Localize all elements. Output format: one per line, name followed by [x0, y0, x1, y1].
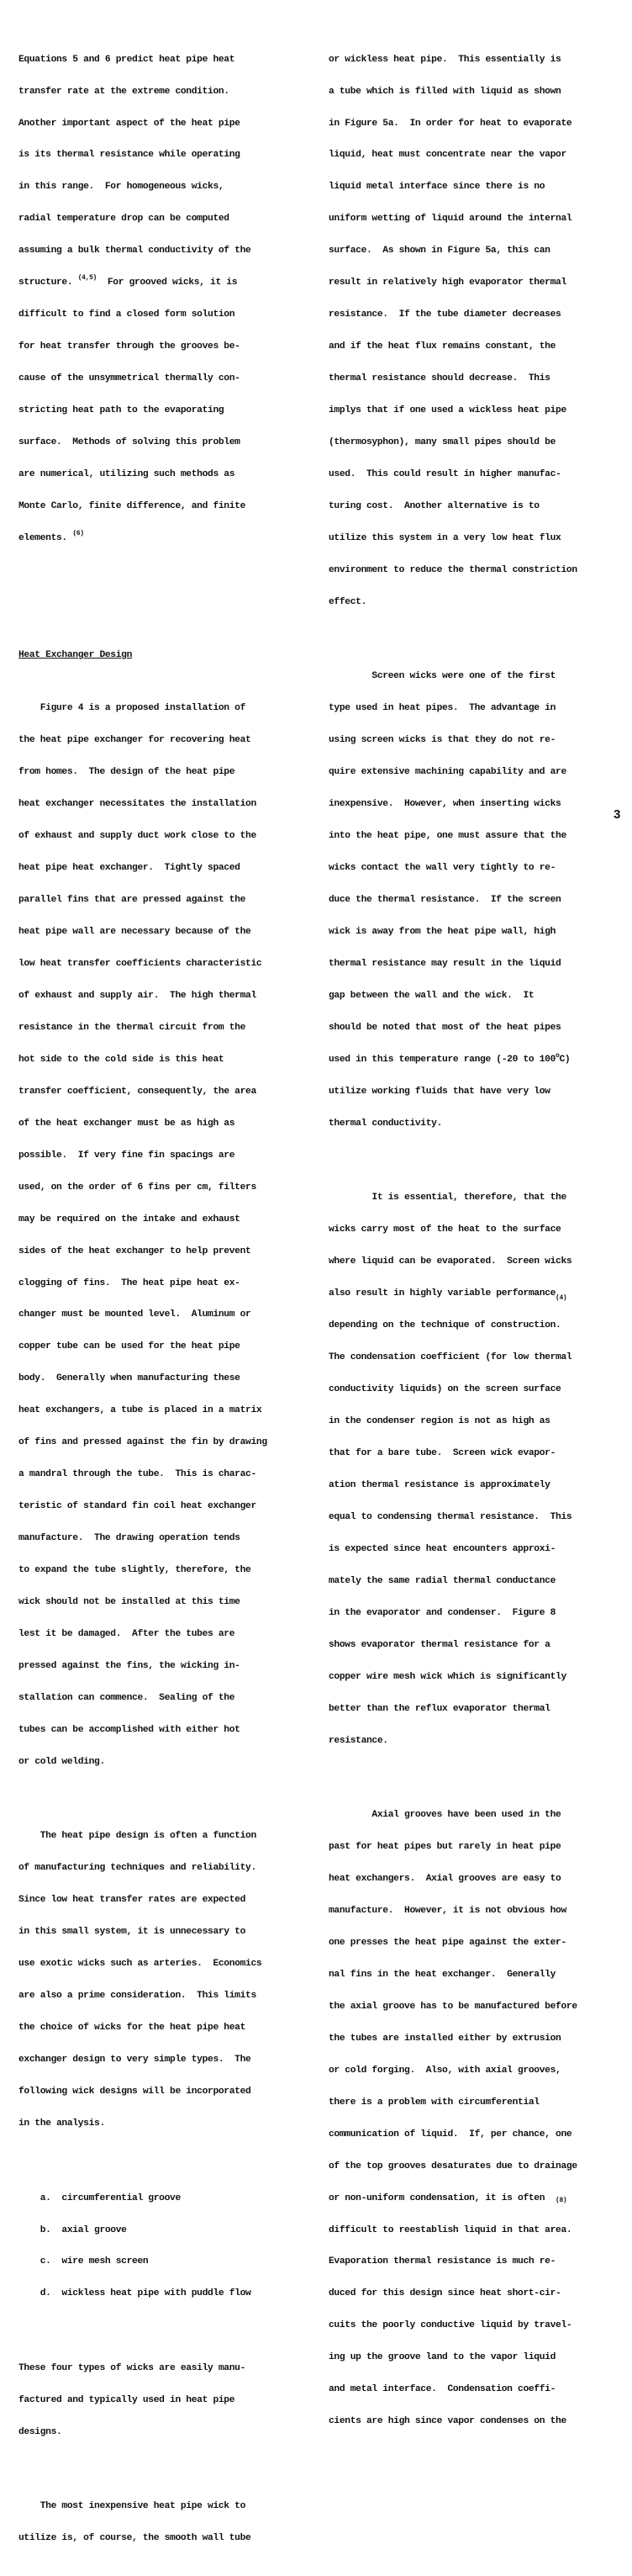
text-line: It is essential, therefore, that the: [329, 1193, 566, 1203]
paragraph-four-types: [18, 2342, 318, 2459]
text-line: is expected since heat encounters approxi-: [329, 1543, 556, 1554]
section-heading: Heat Exchanger Design: [18, 650, 133, 661]
text-line: is its thermal resistance while operating: [18, 150, 240, 161]
text-line: sides of the heat exchanger to help prevent: [18, 1246, 251, 1256]
text-line: thermal conductivity.: [329, 1118, 443, 1129]
text-line: teristic of standard fin coil heat exchanger: [18, 1501, 256, 1512]
text-line: uniform wetting of liquid around the internal: [329, 214, 572, 225]
text-line: copper tube can be used for the heat pipe: [18, 1341, 240, 1352]
text-line: [329, 1051, 629, 1066]
text-line: transfer coefficient, consequently, the area: [18, 1086, 256, 1097]
reference-superscript: (4,5): [77, 274, 97, 283]
text-line: for heat transfer through the grooves be-: [18, 341, 240, 352]
paragraph-essential: [329, 1172, 629, 1767]
text-line: into the heat pipe, one must assure that the: [329, 831, 566, 842]
text-line: using screen wicks is that they do not re-: [329, 735, 556, 746]
text-line: past for heat pipes but rarely in heat pipe: [329, 1842, 561, 1853]
list-item: b. axial groove: [18, 2224, 127, 2235]
text-line: the axial groove has to be manufactured before: [329, 2001, 577, 2012]
paragraph-heat-pipe-design: [18, 1810, 318, 2150]
text-line: use exotic wicks such as arteries. Economics: [18, 1959, 262, 1970]
text-line: mately the same radial thermal conductance: [329, 1575, 556, 1586]
text-line: designs.: [18, 2426, 62, 2437]
text-line: Screen wicks were one of the first: [329, 671, 556, 682]
text-line: nal fins in the heat exchanger. Generally: [329, 1969, 556, 1980]
text-line: in this range. For homogeneous wicks,: [18, 182, 224, 193]
text-line: gap between the wall and the wick. It: [329, 990, 535, 1001]
text-line: wicks carry most of the heat to the surface: [329, 1225, 561, 1235]
text-line: changer must be mounted level. Aluminum or: [18, 1309, 251, 1320]
text-line: a mandral through the tube. This is charac-: [18, 1469, 256, 1480]
text-line: heat exchangers. Axial grooves are easy to: [329, 1874, 561, 1885]
text-line: clogging of fins. The heat pipe heat ex-: [18, 1277, 240, 1288]
text-line: [329, 2193, 629, 2204]
text-line: Evaporation thermal resistance is much re-: [329, 2256, 556, 2267]
text-line: from homes. The design of the heat pipe: [18, 767, 235, 778]
text-line: utilize is, of course, the smooth wall tube: [18, 2533, 251, 2544]
text-line: stallation can commence. Sealing of the: [18, 1692, 235, 1703]
paragraph-axial-grooves: [329, 1789, 629, 2448]
text-line: or wickless heat pipe. This essentially is: [329, 54, 561, 65]
text-line: possible. If very fine fin spacings are: [18, 1150, 235, 1161]
text-line: turing cost. Another alternative is to: [329, 500, 540, 511]
right-column: [329, 12, 629, 2459]
text-line: surface. As shown in Figure 5a, this can: [329, 246, 550, 257]
text-line: that for a bare tube. Screen wick evapor-: [329, 1447, 556, 1458]
text-line: manufacture. The drawing operation tends: [18, 1533, 240, 1544]
text-line: exchanger design to very simple types. The: [18, 2055, 251, 2066]
text-line: cients are high since vapor condenses on the: [329, 2416, 566, 2427]
text-line: of fins and pressed against the fin by drawing: [18, 1437, 267, 1448]
text-line: [18, 529, 318, 544]
text-line: The heat pipe design is often a function: [18, 1831, 256, 1842]
list-item: c. wire mesh screen: [18, 2256, 149, 2267]
text-line: the heat pipe exchanger for recovering heat: [18, 735, 251, 746]
reference-superscript: (4): [556, 1294, 567, 1303]
text-line: of exhaust and supply duct work close to the: [18, 831, 256, 842]
text-line: Since low heat transfer rates are expected: [18, 1895, 246, 1906]
text-line: thermal resistance may result in the liquid: [329, 958, 561, 969]
text-line: environment to reduce the thermal constriction: [329, 564, 577, 575]
text-line: type used in heat pipes. The advantage in: [329, 703, 556, 714]
text-line: resistance. If the tube diameter decreases: [329, 309, 561, 320]
text-line: liquid, heat must concentrate near the vapor: [329, 150, 566, 161]
text-line: thermal resistance should decrease. This: [329, 373, 550, 384]
text-line: inexpensive. However, when inserting wicks: [329, 799, 561, 810]
paragraph-extreme-condition: [18, 33, 318, 565]
text-line: the choice of wicks for the heat pipe heat: [18, 2023, 246, 2034]
text-line: conductivity liquids) on the screen surface: [329, 1384, 561, 1395]
text-line: surface. Methods of solving this problem: [18, 437, 240, 448]
text-segment: also result in highly variable performance: [329, 1288, 556, 1299]
text-line: These four types of wicks are easily manu-: [18, 2362, 246, 2373]
text-line: effect.: [329, 596, 367, 607]
text-line: of the top grooves desaturates due to drainage: [329, 2161, 577, 2171]
text-line: to expand the tube slightly, therefore, the: [18, 1565, 251, 1576]
text-line: heat pipe heat exchanger. Tightly spaced: [18, 863, 240, 874]
text-line: ing up the groove land to the vapor liquid: [329, 2352, 556, 2363]
text-segment: structure.: [18, 278, 73, 288]
text-line: should be noted that most of the heat pipes: [329, 1022, 561, 1033]
text-line: lest it be damaged. After the tubes are: [18, 1629, 235, 1639]
text-line: difficult to find a closed form solution: [18, 309, 235, 320]
text-line: are also a prime consideration. This limits: [18, 1991, 256, 2002]
text-line: heat pipe wall are necessary because of the: [18, 927, 251, 938]
text-line: utilize this system in a very low heat flux: [329, 532, 561, 543]
text-line: heat exchanger necessitates the installation: [18, 799, 256, 810]
text-line: radial temperature drop can be computed: [18, 214, 229, 225]
text-line: liquid metal interface since there is no: [329, 182, 545, 193]
text-line: Equations 5 and 6 predict heat pipe heat: [18, 54, 235, 65]
text-line: of manufacturing techniques and reliability.: [18, 1863, 256, 1874]
paragraph-screen-wicks: [329, 650, 629, 1150]
paragraph-heat-exchanger: [18, 682, 318, 1789]
text-line: resistance in the thermal circuit from the: [18, 1022, 246, 1033]
text-line: cause of the unsymmetrical thermally con-: [18, 373, 240, 384]
text-line: where liquid can be evaporated. Screen wicks: [329, 1256, 572, 1267]
text-line: The condensation coefficient (for low thermal: [329, 1352, 572, 1363]
text-line: following wick designs will be incorporated: [18, 2087, 251, 2097]
text-line: factured and typically used in heat pipe: [18, 2394, 235, 2405]
text-line: stricting heat path to the evaporating: [18, 405, 224, 416]
reference-superscript: (6): [72, 529, 84, 537]
text-line: cuits the poorly conductive liquid by travel-: [329, 2320, 572, 2331]
blank-line: [18, 618, 318, 629]
text-line: manufacture. However, it is not obvious how: [329, 1905, 566, 1916]
text-line: better than the reflux evaporator thermal: [329, 1703, 550, 1714]
text-line: parallel fins that are pressed against the: [18, 895, 246, 906]
text-line: wick should not be installed at this time: [18, 1597, 240, 1608]
text-line: wicks contact the wall very tightly to re-: [329, 863, 556, 874]
text-line: low heat transfer coefficients characteristic: [18, 958, 262, 969]
text-line: Another important aspect of the heat pipe: [18, 118, 240, 129]
degree-superscript: o: [556, 1051, 560, 1060]
text-line: equal to condensing thermal resistance. This: [329, 1511, 572, 1522]
text-line: tubes can be accomplished with either hot: [18, 1724, 240, 1735]
text-segment: C): [559, 1054, 571, 1065]
text-line: a tube which is filled with liquid as shown: [329, 86, 561, 97]
text-line: in this small system, it is unnecessary to: [18, 1927, 246, 1938]
text-line: resistance.: [329, 1735, 388, 1746]
text-line: in Figure 5a. In order for heat to evaporate: [329, 118, 572, 129]
text-segment: used in this temperature range (-20 to 100: [329, 1054, 556, 1065]
text-line: depending on the technique of construction.: [329, 1320, 561, 1331]
wick-design-list: [18, 2171, 318, 2320]
text-segment: or non-uniform condensation, it is often: [329, 2193, 545, 2203]
paragraph-inexpensive-wick: [18, 2480, 318, 2565]
text-line: Axial grooves have been used in the: [329, 1810, 561, 1821]
text-line: shows evaporator thermal resistance for a: [329, 1639, 550, 1650]
text-line: result in relatively high evaporator thermal: [329, 278, 566, 288]
text-line: difficult to reestablish liquid in that area.: [329, 2224, 572, 2235]
text-line: the tubes are installed either by extrusion: [329, 2033, 561, 2044]
text-line: implys that if one used a wickless heat pipe: [329, 405, 566, 416]
text-line: there is a problem with circumferential: [329, 2097, 540, 2108]
text-line: hot side to the cold side is this heat: [18, 1054, 224, 1065]
left-column: [18, 12, 318, 2576]
text-line: duce the thermal resistance. If the screen: [329, 895, 561, 906]
text-line: communication of liquid. If, per chance, one: [329, 2129, 572, 2140]
text-line: duced for this design since heat short-cir-: [329, 2288, 561, 2299]
page-number: 3: [614, 807, 621, 822]
text-line: may be required on the intake and exhaust: [18, 1214, 240, 1225]
text-line: (thermosyphon), many small pipes should be: [329, 437, 556, 448]
text-line: ation thermal resistance is approximately: [329, 1479, 550, 1490]
text-line: of the heat exchanger must be as high as: [18, 1118, 235, 1129]
text-line: assuming a bulk thermal conductivity of the: [18, 246, 251, 257]
text-line: used, on the order of 6 fins per cm, filters: [18, 1182, 256, 1193]
blank-line: [18, 586, 318, 597]
text-line: The most inexpensive heat pipe wick to: [18, 2501, 246, 2512]
text-line: transfer rate at the extreme condition.: [18, 86, 229, 97]
text-line: one presses the heat pipe against the exter-: [329, 1937, 566, 1948]
text-line: are numerical, utilizing such methods as: [18, 469, 235, 480]
text-line: [329, 1288, 629, 1303]
text-line: or cold welding.: [18, 1756, 105, 1767]
list-item: a. circumferential groove: [18, 2193, 181, 2203]
text-line: in the analysis.: [18, 2118, 105, 2129]
text-line: Figure 4 is a proposed installation of: [18, 703, 246, 714]
text-line: and if the heat flux remains constant, the: [329, 341, 556, 352]
text-segment: elements.: [18, 532, 67, 543]
text-line: and metal interface. Condensation coeffi-: [329, 2384, 556, 2395]
text-line: Monte Carlo, finite difference, and finite: [18, 500, 246, 511]
text-line: or cold forging. Also, with axial grooves,: [329, 2065, 561, 2076]
text-line: [18, 274, 318, 288]
text-line: heat exchangers, a tube is placed in a matrix: [18, 1405, 262, 1416]
text-line: of exhaust and supply air. The high thermal: [18, 990, 256, 1001]
reference-superscript: (8): [556, 2196, 567, 2204]
text-line: pressed against the fins, the wicking in-: [18, 1660, 240, 1671]
text-line: in the condenser region is not as high as: [329, 1416, 550, 1426]
paragraph-wickless: [329, 33, 629, 628]
text-line: used. This could result in higher manufac-: [329, 469, 561, 480]
text-line: quire extensive machining capability and are: [329, 767, 566, 778]
list-item: d. wickless heat pipe with puddle flow: [18, 2288, 251, 2299]
text-segment: For grooved wicks, it is: [107, 278, 238, 288]
text-line: wick is away from the heat pipe wall, high: [329, 927, 556, 938]
text-line: copper wire mesh wick which is significantly: [329, 1671, 566, 1682]
text-line: utilize working fluids that have very low: [329, 1086, 550, 1097]
text-line: body. Generally when manufacturing these: [18, 1373, 240, 1384]
text-line: in the evaporator and condenser. Figure 8: [329, 1607, 556, 1618]
